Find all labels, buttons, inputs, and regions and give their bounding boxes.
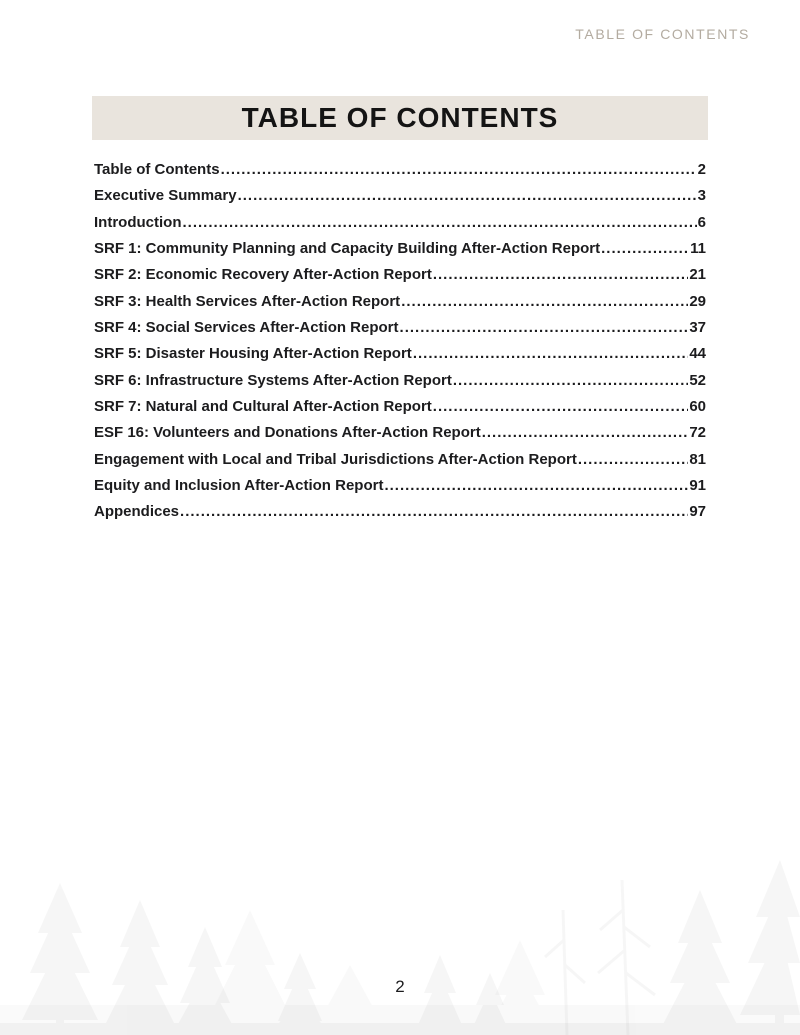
toc-entry[interactable]	[94, 187, 706, 213]
toc-entry-label: SRF 1: Community Planning and Capacity Building After-Action Report	[94, 240, 601, 258]
toc-entry[interactable]	[94, 293, 706, 319]
toc-entry-label: SRF 4: Social Services After-Action Report	[94, 319, 399, 337]
toc-leader-dots	[601, 240, 689, 257]
toc-entry-label: Introduction	[94, 213, 182, 231]
toc-entry-page: 72	[689, 424, 706, 442]
toc-leader-dots	[182, 214, 696, 231]
toc-leader-dots	[482, 424, 689, 441]
toc-entry[interactable]	[94, 477, 706, 503]
toc-leader-dots	[180, 503, 688, 520]
toc-entry-page: 97	[689, 503, 706, 521]
toc-entry-label: SRF 7: Natural and Cultural After-Action Report	[94, 398, 432, 416]
toc-entry-page: 21	[689, 266, 706, 284]
toc-entry-label: SRF 3: Health Services After-Action Report	[94, 292, 401, 310]
toc-leader-dots	[413, 345, 689, 362]
running-header: TABLE OF CONTENTS	[575, 26, 750, 42]
toc-entry[interactable]	[94, 372, 706, 398]
toc-entry[interactable]	[94, 345, 706, 371]
toc-entry-page: 29	[689, 292, 706, 310]
toc-leader-dots	[433, 398, 689, 415]
toc-entry[interactable]	[94, 424, 706, 450]
forest-silhouette-background-image	[0, 855, 800, 1035]
table-of-contents-list	[94, 161, 706, 530]
toc-entry-page: 37	[689, 319, 706, 337]
toc-leader-dots	[238, 187, 697, 204]
toc-entry-page: 3	[697, 187, 706, 205]
toc-entry[interactable]	[94, 503, 706, 529]
toc-leader-dots	[221, 161, 697, 178]
toc-leader-dots	[400, 319, 689, 336]
toc-entry[interactable]	[94, 266, 706, 292]
toc-entry-page: 81	[689, 450, 706, 468]
page-title: TABLE OF CONTENTS	[241, 102, 559, 133]
toc-entry-label: ESF 16: Volunteers and Donations After-Action Report	[94, 424, 481, 442]
toc-entry-label: SRF 2: Economic Recovery After-Action Report	[94, 266, 432, 284]
page-number: 2	[395, 977, 405, 996]
toc-entry[interactable]	[94, 161, 706, 187]
toc-entry[interactable]	[94, 319, 706, 345]
toc-entry[interactable]	[94, 398, 706, 424]
toc-entry-label: Equity and Inclusion After-Action Report	[94, 477, 384, 495]
toc-leader-dots	[401, 293, 688, 310]
toc-entry-page: 11	[690, 240, 706, 258]
toc-entry-label: Appendices	[94, 503, 180, 521]
toc-entry-label: SRF 6: Infrastructure Systems After-Action Report	[94, 371, 452, 389]
title-banner	[92, 96, 708, 140]
toc-entry-page: 60	[689, 398, 706, 416]
toc-entry-label: Engagement with Local and Tribal Jurisdictions After-Action Report	[94, 450, 577, 468]
toc-entry-page: 2	[697, 161, 706, 178]
toc-entry-page: 44	[689, 345, 706, 363]
toc-entry[interactable]	[94, 214, 706, 240]
toc-leader-dots	[384, 477, 688, 494]
toc-entry[interactable]	[94, 451, 706, 477]
toc-entry-page: 52	[689, 371, 706, 389]
toc-entry-label: Table of Contents	[94, 161, 220, 178]
toc-leader-dots	[578, 451, 688, 468]
toc-entry-page: 91	[689, 477, 706, 495]
toc-entry[interactable]	[94, 240, 706, 266]
toc-entry-label: Executive Summary	[94, 187, 237, 205]
toc-entry-label: SRF 5: Disaster Housing After-Action Report	[94, 345, 412, 363]
toc-entry-page: 6	[697, 213, 706, 231]
toc-leader-dots	[453, 372, 688, 389]
toc-leader-dots	[433, 266, 688, 283]
